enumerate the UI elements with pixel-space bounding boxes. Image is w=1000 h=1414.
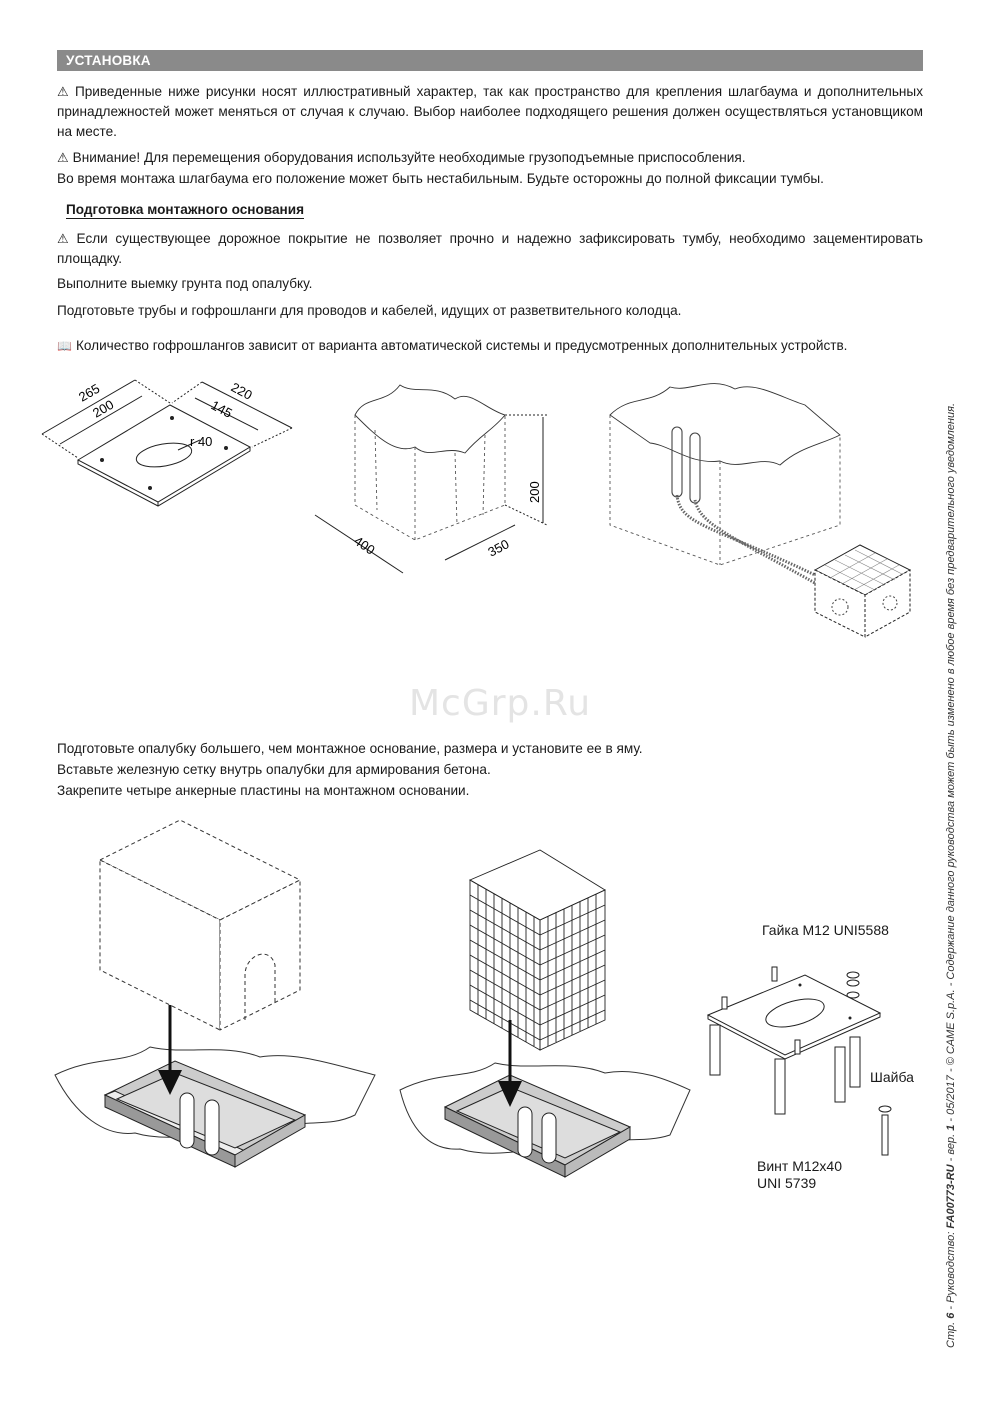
step-paragraph-3: Закрепите четыре анкерные пластины на монтажном основании. (57, 783, 470, 798)
mounting-plate-diagram (30, 370, 310, 520)
step-paragraph-1: Подготовьте опалубку большего, чем монтажное основание, размера и установите ее в яму. (57, 741, 643, 756)
subsection-paragraph-3: Подготовьте трубы и гофрошланги для проводов и кабелей, идущих от разветвительного колодца. (57, 303, 682, 318)
watermark: McGrp.Ru (408, 683, 592, 724)
warning-icon: ⚠ (57, 231, 73, 246)
screw-label: Винт M12x40 UNI 5739 (757, 1158, 842, 1191)
intro-paragraph-1: ⚠ Приведенные ниже рисунки носят иллюстративный характер, так как пространство для крепления шлагбаума и дополнительных принадлежностей может меняться от случая к случаю. Выбор наиболее подходящего решения должен осуществляться установщиком на месте. (57, 84, 923, 139)
subsection-paragraph-4: 📖 Количество гофрошлангов зависит от варианта автоматической системы и предусмотренных дополнительных устройств. (57, 338, 848, 353)
subsection-title: Подготовка монтажного основания (66, 202, 305, 217)
nut-label: Гайка M12 UNI5588 (762, 922, 889, 938)
subsection-paragraph-1: ⚠ Если существующее дорожное покрытие не позволяет прочно и надежно зафиксировать тумбу, необходимо зацементировать площадку. (57, 231, 924, 266)
excavation-pit-diagram (305, 375, 565, 585)
plate-dim-265: 265 (76, 380, 103, 405)
section-title: УСТАНОВКА (57, 50, 923, 71)
conduits-diagram (590, 375, 940, 655)
formwork-diagram (55, 815, 375, 1195)
plate-dim-220: 220 (228, 379, 255, 403)
plate-dim-200: 200 (90, 396, 117, 421)
warning-icon: ⚠ (57, 150, 69, 165)
plate-dim-145: 145 (208, 397, 235, 421)
subsection-paragraph-2: Выполните выемку грунта под опалубку. (57, 276, 313, 291)
plate-radius: r 40 (190, 434, 213, 449)
step-paragraph-2: Вставьте железную сетку внутрь опалубки для армирования бетона. (57, 762, 491, 777)
rebar-mesh-diagram (400, 845, 690, 1185)
pit-width: 400 (351, 533, 378, 558)
intro-paragraph-2: ⚠ Внимание! Для перемещения оборудования используйте необходимые грузоподъемные приспособления. (57, 150, 746, 165)
intro-paragraph-3: Во время монтажа шлагбаума его положение может быть нестабильным. Будьте осторожны до полной фиксации тумбы. (57, 171, 824, 186)
warning-icon: ⚠ (57, 84, 71, 99)
footer-side-text: Стр. 6 - Руководство: FA00773-RU - вер. 1 - 05/2017 - © CAME S.p.A. - Содержание данного руководства может быть изменено в любое время без предварительного уведомления. (945, 402, 957, 1348)
washer-label: Шайба (870, 1069, 914, 1085)
book-icon: 📖 (57, 339, 72, 353)
anchor-plate-diagram (700, 955, 900, 1175)
pit-depth: 350 (485, 536, 512, 560)
pit-height: 200 (527, 481, 542, 503)
